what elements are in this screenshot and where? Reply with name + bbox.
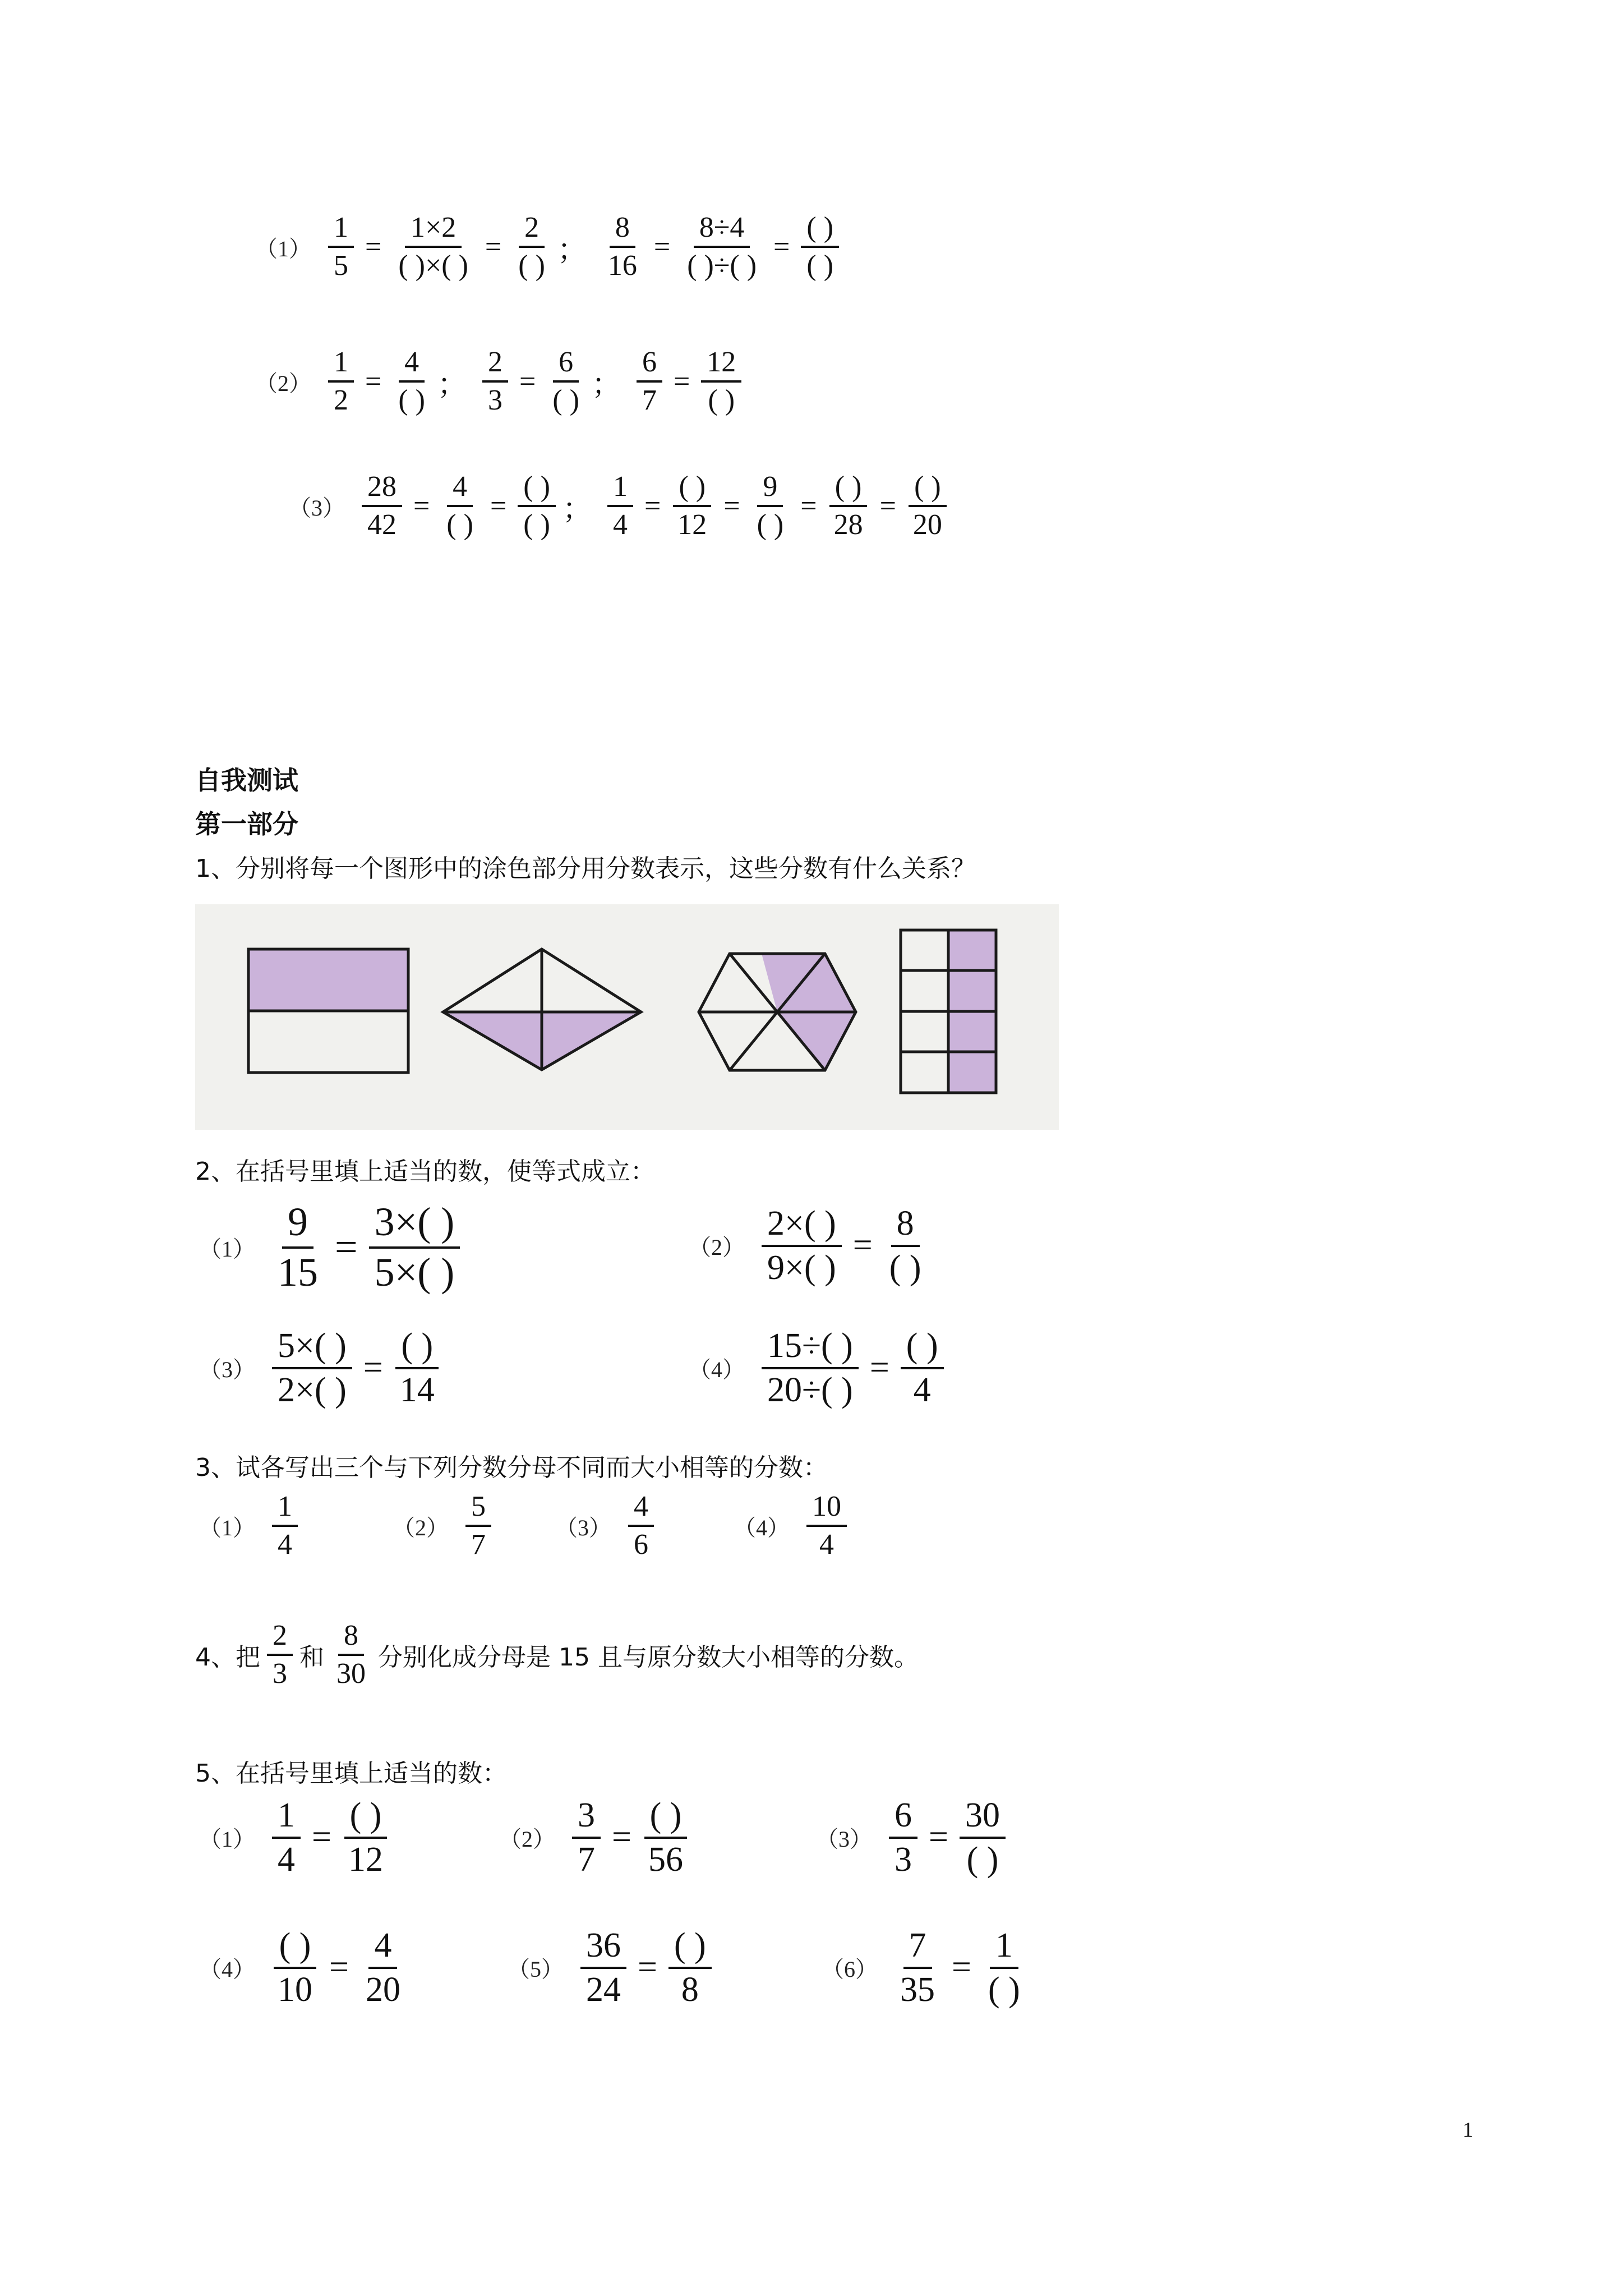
question-3-text: 3、试各写出三个与下列分数分母不同而大小相等的分数：	[195, 1453, 828, 1482]
numerator: 4	[368, 1927, 397, 1969]
denominator: ( )	[966, 1840, 999, 1879]
fraction	[272, 1797, 301, 1879]
fraction	[343, 1797, 389, 1879]
numerator: ( )	[274, 1927, 317, 1969]
denominator: 4	[612, 509, 628, 541]
item-label: （1）	[199, 1515, 255, 1540]
numerator: ( )	[801, 212, 839, 248]
denominator: ( )	[757, 509, 784, 541]
fraction	[547, 347, 585, 416]
item-label: （4）	[199, 1957, 255, 1982]
denominator: 7	[578, 1840, 595, 1879]
equals-sign: =	[773, 231, 790, 263]
fraction	[328, 347, 354, 416]
semicolon: ；	[591, 369, 621, 401]
numerator: 6	[637, 347, 662, 383]
fraction	[762, 1205, 842, 1287]
semicolon: ；	[557, 234, 587, 266]
question-1-text: 1、分别将每一个图形中的涂色部分用分数表示，这些分数有什么关系？	[195, 854, 976, 883]
fraction	[983, 1927, 1026, 2009]
numerator: 8	[610, 212, 635, 248]
fraction	[801, 212, 839, 282]
item-label: （5）	[508, 1957, 564, 1982]
fraction	[465, 1491, 491, 1561]
denominator: ( )÷( )	[687, 250, 757, 282]
fraction	[272, 1327, 352, 1409]
fraction	[889, 1797, 917, 1879]
item-label: （2）	[499, 1826, 555, 1852]
denominator: 30	[336, 1658, 366, 1690]
numerator: 28	[362, 471, 402, 507]
fraction	[607, 471, 633, 541]
denominator: 35	[900, 1970, 935, 2009]
top-equation-3	[289, 471, 952, 541]
denominator: 16	[607, 250, 637, 282]
q2-item-2	[689, 1205, 932, 1287]
denominator: 2	[334, 384, 348, 417]
numerator: 8	[338, 1620, 364, 1656]
q5-item-4	[199, 1927, 411, 2009]
equals-sign: =	[952, 1948, 971, 1987]
numerator: ( )	[829, 471, 868, 507]
fraction	[482, 347, 508, 416]
denominator: 20÷( )	[767, 1370, 853, 1409]
denominator: 9×( )	[767, 1248, 836, 1287]
equals-sign: =	[638, 1948, 657, 1987]
section-title: 自我测试	[195, 765, 298, 795]
section-part: 第一部分	[195, 809, 298, 839]
fraction	[580, 1927, 626, 2009]
numerator: 5×( )	[272, 1327, 352, 1369]
numerator: 1	[272, 1797, 301, 1839]
denominator: 5×( )	[374, 1249, 455, 1295]
denominator: 6	[634, 1529, 648, 1561]
denominator: 10	[278, 1970, 312, 2009]
rectangle-shaded-half	[248, 949, 408, 1011]
equals-sign: =	[329, 1948, 349, 1987]
equals-sign: =	[653, 231, 671, 263]
numerator: 3×( )	[369, 1200, 460, 1249]
item-label: （3）	[199, 1357, 255, 1383]
numerator: 8÷4	[694, 212, 750, 248]
item-label: （4）	[734, 1515, 790, 1540]
top-equation-1	[255, 212, 843, 282]
numerator: 9	[757, 471, 783, 507]
equals-sign: =	[335, 1225, 358, 1270]
denominator: 12	[348, 1840, 383, 1879]
denominator: 4	[278, 1840, 295, 1879]
equals-sign: =	[723, 490, 740, 522]
fraction	[272, 1200, 324, 1295]
numerator: 1	[607, 471, 633, 507]
numerator: 1	[328, 212, 354, 248]
item-label: （2）	[255, 370, 311, 396]
numerator: 2×( )	[762, 1205, 842, 1247]
numerator: 9	[282, 1200, 313, 1249]
numerator: 1	[328, 347, 354, 383]
fraction	[602, 212, 643, 282]
fraction	[701, 347, 741, 416]
denominator: 4	[913, 1370, 931, 1409]
item-label: （6）	[822, 1957, 878, 1982]
fraction	[960, 1797, 1006, 1879]
denominator: 3	[895, 1840, 912, 1879]
numerator: ( )	[668, 1927, 712, 1969]
denominator: 3	[273, 1658, 287, 1690]
fraction	[394, 1327, 440, 1409]
numerator: ( )	[344, 1797, 388, 1839]
fraction	[628, 1491, 654, 1561]
denominator: ( )	[806, 250, 834, 282]
denominator: 20	[912, 509, 942, 541]
equals-sign: =	[673, 365, 690, 398]
fraction	[393, 347, 431, 416]
denominator: 20	[365, 1970, 400, 2009]
fraction	[668, 1927, 712, 2009]
numerator: 2	[519, 212, 545, 248]
denominator: 24	[586, 1970, 621, 2009]
numerator: 1	[990, 1927, 1018, 1969]
fraction	[751, 471, 790, 541]
fraction	[672, 471, 712, 541]
fraction	[328, 212, 354, 282]
numerator: ( )	[644, 1797, 688, 1839]
equals-sign: =	[644, 490, 661, 522]
denominator: 28	[833, 509, 863, 541]
item-label: （3）	[289, 495, 345, 521]
numerator: ( )	[909, 471, 947, 507]
fraction	[513, 212, 551, 282]
fraction	[272, 1927, 318, 2009]
q2-item-4	[689, 1327, 948, 1409]
q3-item-2	[393, 1491, 496, 1561]
numerator: 6	[553, 347, 579, 383]
numerator: 7	[903, 1927, 932, 1969]
q5-item-6	[822, 1927, 1030, 2009]
fraction	[643, 1797, 689, 1879]
item-label: （3）	[816, 1826, 872, 1852]
fraction	[362, 471, 402, 541]
numerator: 8	[891, 1205, 920, 1247]
numerator: 5	[465, 1491, 491, 1527]
fraction	[637, 347, 662, 416]
numerator: 1×2	[405, 212, 462, 248]
numerator: 12	[701, 347, 741, 383]
fraction	[762, 1327, 859, 1409]
denominator: 4	[278, 1529, 292, 1561]
numerator: 4	[447, 471, 473, 507]
equals-sign: =	[800, 490, 817, 522]
fraction	[901, 1327, 944, 1409]
question-4-suffix: 分别化成分母是 15 且与原分数大小相等的分数。	[378, 1643, 919, 1672]
q2-item-3	[199, 1327, 445, 1409]
fraction	[441, 471, 479, 541]
equals-sign: =	[519, 365, 536, 398]
denominator: ( )	[518, 250, 545, 282]
fraction	[907, 471, 948, 541]
numerator: 1	[272, 1491, 298, 1527]
question-4-prefix: 4、把	[195, 1643, 260, 1672]
numerator: ( )	[395, 1327, 439, 1369]
denominator: 14	[399, 1370, 435, 1409]
numerator: 30	[960, 1797, 1006, 1839]
numerator: 2	[267, 1620, 293, 1656]
numerator: 3	[572, 1797, 601, 1839]
q2-item-1	[199, 1200, 464, 1295]
equals-sign: =	[363, 1349, 383, 1387]
denominator: 2×( )	[278, 1370, 347, 1409]
numerator: 10	[806, 1491, 847, 1527]
numerator: 15÷( )	[762, 1327, 859, 1369]
equals-sign: =	[852, 1226, 873, 1265]
fraction	[267, 1620, 293, 1690]
fraction	[681, 212, 762, 282]
equals-sign: =	[485, 231, 502, 263]
denominator: 7	[471, 1529, 486, 1561]
numerator: ( )	[901, 1327, 944, 1369]
fraction	[572, 1797, 601, 1879]
item-label: （1）	[199, 1826, 255, 1852]
item-label: （1）	[199, 1236, 255, 1262]
q5-item-3	[816, 1797, 1010, 1879]
q5-item-5	[508, 1927, 716, 2009]
fraction	[518, 471, 556, 541]
page-number: 1	[1463, 2118, 1473, 2142]
q5-item-1	[199, 1797, 393, 1879]
fraction	[828, 471, 869, 541]
numerator: 6	[889, 1797, 917, 1839]
item-label: （2）	[393, 1515, 449, 1540]
q5-item-2	[499, 1797, 693, 1879]
q3-item-1	[199, 1491, 302, 1561]
numerator: ( )	[673, 471, 711, 507]
numerator: 4	[628, 1491, 654, 1527]
question-5-text: 5、在括号里填上适当的数：	[195, 1759, 507, 1788]
denominator: 42	[367, 509, 396, 541]
denominator: 7	[642, 384, 657, 417]
fraction	[272, 1491, 298, 1561]
equals-sign: =	[879, 490, 896, 522]
equals-sign: =	[869, 1349, 889, 1387]
equals-sign: =	[365, 231, 382, 263]
item-label: （3）	[555, 1515, 611, 1540]
equals-sign: =	[929, 1818, 948, 1857]
equals-sign: =	[490, 490, 507, 522]
denominator: ( )	[523, 509, 550, 541]
denominator: ( )	[889, 1248, 921, 1287]
equals-sign: =	[612, 1818, 631, 1857]
denominator: ( )	[446, 509, 473, 541]
numerator: 36	[580, 1927, 626, 1969]
question-2-text: 2、在括号里填上适当的数，使等式成立：	[195, 1157, 655, 1186]
denominator: 15	[278, 1249, 318, 1295]
numerator: 4	[399, 347, 425, 383]
denominator: 5	[334, 250, 348, 282]
equals-sign: =	[365, 365, 382, 398]
equals-sign: =	[413, 490, 430, 522]
denominator: ( )	[988, 1970, 1020, 2009]
item-label: （4）	[689, 1357, 745, 1383]
item-label: （2）	[689, 1235, 745, 1260]
fraction	[806, 1491, 847, 1561]
semicolon: ；	[562, 493, 592, 526]
denominator: ( )	[708, 384, 735, 417]
fraction	[393, 212, 474, 282]
fraction	[369, 1200, 460, 1295]
denominator: 4	[819, 1529, 834, 1561]
equals-sign: =	[312, 1818, 331, 1857]
q3-item-3	[555, 1491, 658, 1561]
question-4-connector: 和	[299, 1643, 324, 1672]
denominator: 3	[487, 384, 502, 417]
fraction	[884, 1205, 927, 1287]
numerator: ( )	[518, 471, 556, 507]
denominator: ( )	[398, 384, 425, 417]
denominator: 8	[681, 1970, 699, 2009]
q3-item-4	[734, 1491, 851, 1561]
fraction	[331, 1620, 371, 1690]
fraction	[895, 1927, 940, 2009]
question-4	[195, 1620, 919, 1690]
numerator: 2	[482, 347, 508, 383]
fraction	[360, 1927, 406, 2009]
denominator: 56	[648, 1840, 683, 1879]
denominator: ( )	[552, 384, 579, 417]
item-label: （1）	[255, 236, 311, 261]
denominator: ( )×( )	[398, 250, 468, 282]
denominator: 12	[677, 509, 707, 541]
semicolon: ；	[437, 369, 467, 401]
shaded-figures	[195, 904, 1059, 1130]
top-equation-2	[255, 347, 746, 416]
